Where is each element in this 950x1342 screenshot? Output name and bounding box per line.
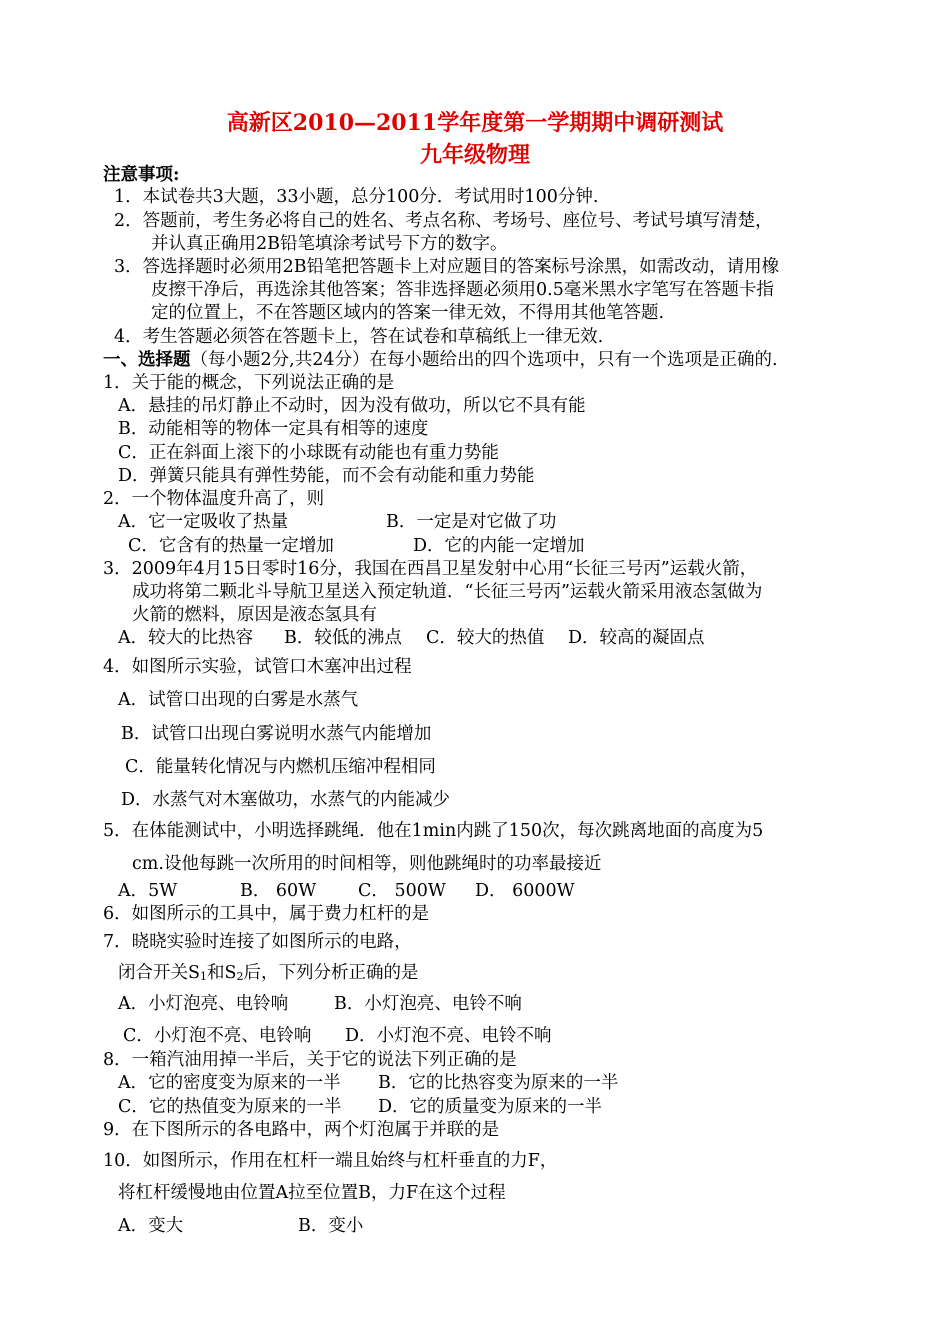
note-item-4: 4．考生答题必须答在答题卡上，答在试卷和草稿纸上一律无效. [114,327,604,347]
notes-heading: 注意事项: [103,165,180,185]
q1-option-c: C．正在斜面上滚下的小球既有动能也有重力势能 [118,443,499,463]
q7-text-b: 和S [207,963,237,983]
q2-option-b: B．一定是对它做了功 [386,512,557,532]
note-item-3-cont2: 定的位置上，不在答题区域内的答案一律无效，不得用其他笔答题. [151,303,665,323]
q10-option-a: A．变大 [118,1216,184,1236]
q7-text-a: 闭合开关S [118,963,200,983]
q3-option-d: D．较高的凝固点 [568,628,705,648]
q8-option-d: D．它的质量变为原来的一半 [378,1097,603,1117]
note-item-1: 1．本试卷共3大题，33小题，总分100分．考试用时100分钟. [114,187,599,207]
q4-option-b: B．试管口出现白雾说明水蒸气内能增加 [121,724,432,744]
q7-sub-2: 2 [236,970,244,983]
q1-stem: 1．关于能的概念，下列说法正确的是 [103,373,395,393]
q1-option-b: B．动能相等的物体一定具有相等的速度 [118,419,429,439]
page-title: 高新区2010—2011学年度第一学期期中调研测试 [226,110,724,136]
q3-option-a: A．较大的比热容 [118,628,254,648]
q8-option-a: A．它的密度变为原来的一半 [118,1073,341,1093]
q10-stem-line1: 10．如图所示，作用在杠杆一端且始终与杠杆垂直的力F， [103,1151,558,1171]
q7-option-d: D．小灯泡不亮、电铃不响 [345,1026,552,1046]
q2-option-a: A．它一定吸收了热量 [118,512,289,532]
q2-option-d: D．它的内能一定增加 [413,536,585,556]
section-heading [103,349,778,371]
q3-stem-line3: 火箭的燃料，原因是液态氢具有 [132,605,377,625]
note-item-3: 3．答选择题时必须用2B铅笔把答题卡上对应题目的答案标号涂黑，如需改动，请用橡 [114,257,780,277]
q2-stem: 2．一个物体温度升高了，则 [103,489,325,509]
q5-option-c: C． 500W [358,881,446,901]
q7-stem-line2 [118,962,419,988]
section-label: 一、选择题 [103,350,191,370]
q7-option-c: C．小灯泡不亮、电铃响 [123,1026,312,1046]
q8-option-b: B．它的比热容变为原来的一半 [378,1073,619,1093]
q9-stem: 9．在下图所示的各电路中，两个灯泡属于并联的是 [103,1120,500,1140]
q8-option-c: C．它的热值变为原来的一半 [118,1097,342,1117]
q7-sub-1: 1 [200,970,207,983]
q1-option-d: D．弹簧只能具有弹性势能，而不会有动能和重力势能 [118,466,535,486]
q5-stem-line1: 5．在体能测试中，小明选择跳绳．他在1min内跳了150次，每次跳离地面的高度为5 [103,821,764,841]
note-item-2: 2．答题前，考生务必将自己的姓名、考点名称、考场号、座位号、考试号填写清楚， [114,211,773,231]
q10-option-b: B．变小 [298,1216,364,1236]
q7-option-b: B．小灯泡亮、电铃不响 [334,994,522,1014]
note-item-3-cont1: 皮擦干净后，再选涂其他答案；答非选择题必须用0.5毫米黑水字笔写在答题卡指 [151,280,774,300]
q5-option-b: B． 60W [240,881,317,901]
q3-option-b: B．较低的沸点 [284,628,402,648]
q4-option-a: A．试管口出现的白雾是水蒸气 [118,690,359,710]
q7-text-c: 后，下列分析正确的是 [243,963,419,983]
q10-stem-line2: 将杠杆缓慢地由位置A拉至位置B，力F在这个过程 [118,1183,506,1203]
q3-option-c: C．较大的热值 [426,628,545,648]
q5-stem-line2: cm.设他每跳一次所用的时间相等，则他跳绳时的功率最接近 [132,854,602,874]
section-desc: （每小题2分,共24分）在每小题给出的四个选项中，只有一个选项是正确的. [190,350,778,370]
q5-option-d: D． 6000W [475,881,575,901]
q3-stem-line1: 3．2009年4月15日零时16分，我国在西昌卫星发射中心用“长征三号丙”运载火箭， [103,559,758,579]
page-subtitle: 九年级物理 [419,142,530,168]
q4-option-d: D．水蒸气对木塞做功，水蒸气的内能减少 [121,790,451,810]
q8-stem: 8．一箱汽油用掉一半后，关于它的说法下列正确的是 [103,1050,517,1070]
q4-stem: 4．如图所示实验，试管口木塞冲出过程 [103,657,412,677]
q3-stem-line2: 成功将第二颗北斗导航卫星送入预定轨道．“长征三号丙”运载火箭采用液态氢做为 [132,582,763,602]
note-item-2-cont: 并认真正确用2B铅笔填涂考试号下方的数字。 [151,234,508,254]
q1-option-a: A．悬挂的吊灯静止不动时，因为没有做功，所以它不具有能 [118,396,586,416]
q7-option-a: A．小灯泡亮、电铃响 [118,994,289,1014]
q4-option-c: C．能量转化情况与内燃机压缩冲程相同 [125,757,436,777]
q7-stem-line1: 7．晓晓实验时连接了如图所示的电路， [103,932,412,952]
q2-option-c: C．它含有的热量一定增加 [128,536,334,556]
q6-stem: 6．如图所示的工具中，属于费力杠杆的是 [103,904,430,924]
q5-option-a: A．5W [118,881,178,901]
